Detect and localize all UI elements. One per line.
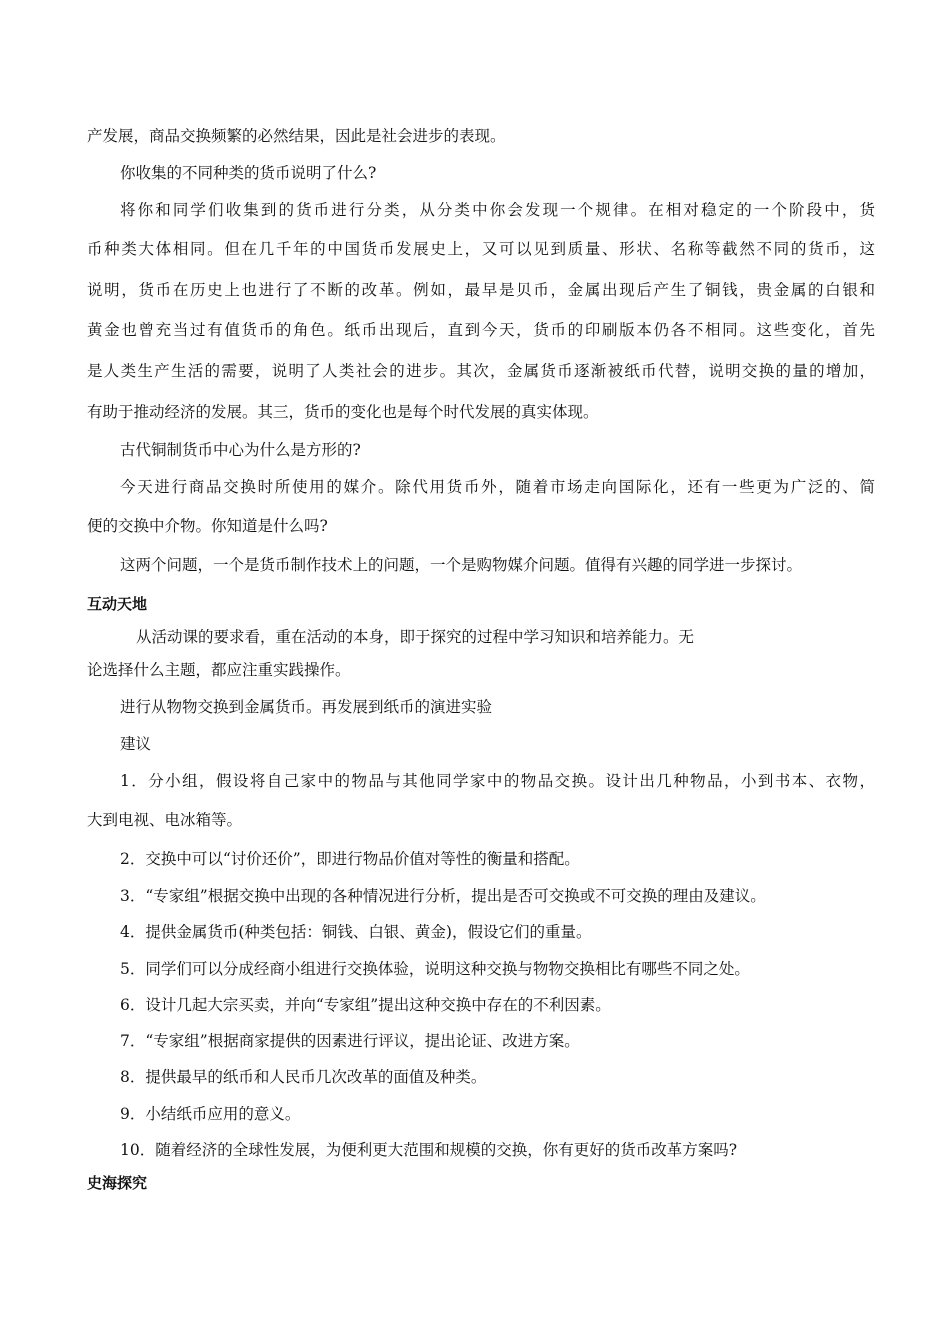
paragraph-line: 今天进行商品交换时所使用的媒介。除代用货币外，随着市场走向国际化，还有一些更为广泛的、简 [120,478,875,496]
list-item: 9．小结纸币应用的意义。 [120,1105,301,1123]
paragraph-line: 有助于推动经济的发展。其三，货币的变化也是每个时代发展的真实体现。 [87,403,599,421]
question-line: 古代铜制货币中心为什么是方形的? [120,441,361,459]
list-item: 10．随着经济的全球性发展，为便利更大范围和规模的交换，你有更好的货币改革方案吗? [120,1141,738,1159]
list-item: 5．同学们可以分成经商小组进行交换体验，说明这种交换与物物交换相比有哪些不同之处。 [120,960,750,978]
list-item: 4．提供金属货币(种类包括：铜钱、白银、黄金)，假设它们的重量。 [120,923,592,941]
paragraph-line: 是人类生产生活的需要，说明了人类社会的进步。其次，金属货币逐渐被纸币代替，说明交换的量的增加， [87,362,875,380]
list-item: 1．分小组，假设将自己家中的物品与其他同学家中的物品交换。设计出几种物品，小到书本、衣物， [120,772,875,790]
paragraph-line: 币种类大体相同。但在几千年的中国货币发展史上，又可以见到质量、形状、名称等截然不同的货币，这 [87,240,875,258]
paragraph-line: 进行从物物交换到金属货币。再发展到纸币的演进实验 [120,698,493,716]
list-item: 3．“专家组”根据交换中出现的各种情况进行分析，提出是否可交换或不可交换的理由及建议。 [120,887,766,905]
paragraph-line: 黄金也曾充当过有值货币的角色。纸币出现后，直到今天，货币的印刷版本仍各不相同。这些变化，首先 [87,321,875,339]
paragraph-line: 建议 [120,735,152,753]
paragraph-line: 产发展，商品交换频繁的必然结果，因此是社会进步的表现。 [87,127,506,145]
paragraph-line: 从活动课的要求看，重在活动的本身，即于探究的过程中学习知识和培养能力。无 [136,628,695,646]
question-line: 你收集的不同种类的货币说明了什么? [120,164,377,182]
section-heading: 史海探究 [87,1174,148,1192]
section-heading: 互动天地 [87,595,148,613]
paragraph-line: 说明，货币在历史上也进行了不断的改革。例如，最早是贝币，金属出现后产生了铜钱，贵金属的白银和 [87,281,875,299]
paragraph-line: 便的交换中介物。你知道是什么吗? [87,517,328,535]
list-item: 2．交换中可以“讨价还价”，即进行物品价值对等性的衡量和搭配。 [120,850,580,868]
list-item: 8．提供最早的纸币和人民币几次改革的面值及种类。 [120,1068,487,1086]
list-item-continuation: 大到电视、电冰箱等。 [87,811,243,829]
paragraph-line: 将你和同学们收集到的货币进行分类，从分类中你会发现一个规律。在相对稳定的一个阶段中，货 [120,201,875,219]
paragraph-line: 论选择什么主题，都应注重实践操作。 [87,661,351,679]
paragraph-line: 这两个问题，一个是货币制作技术上的问题，一个是购物媒介问题。值得有兴趣的同学进一步探讨。 [120,556,803,574]
list-item: 7．“专家组”根据商家提供的因素进行评议，提出论证、改进方案。 [120,1032,580,1050]
list-item: 6．设计几起大宗买卖，并向“专家组”提出这种交换中存在的不利因素。 [120,996,611,1014]
